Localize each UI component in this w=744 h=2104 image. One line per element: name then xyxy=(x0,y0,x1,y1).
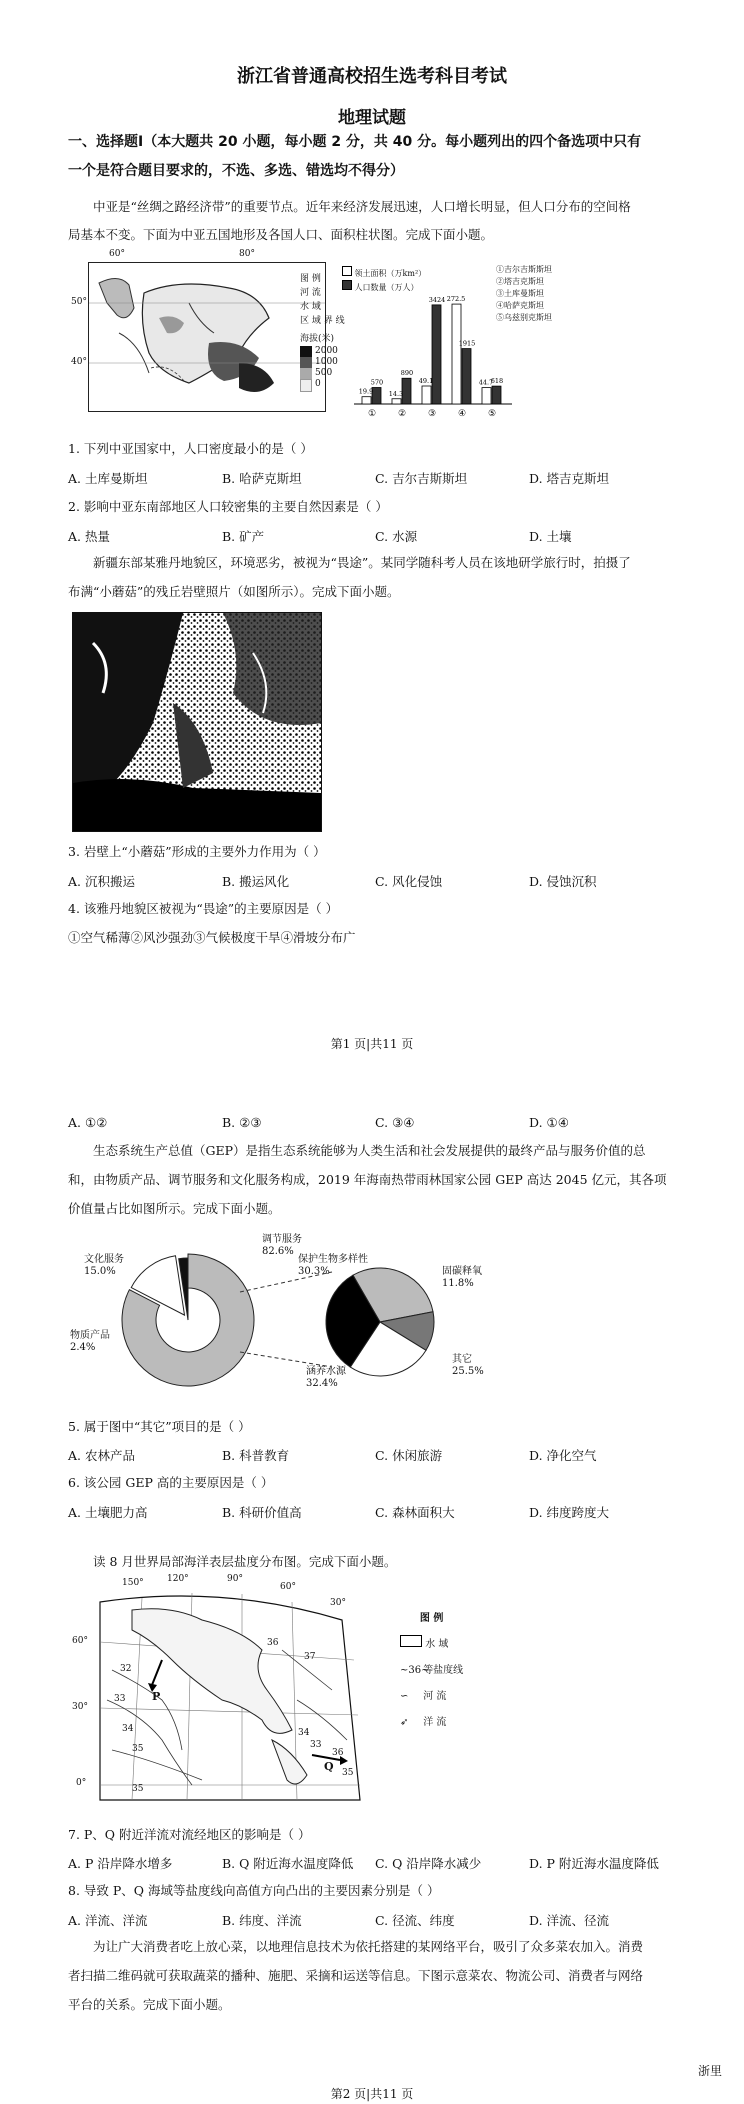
category-tick-label: ③ xyxy=(427,409,437,419)
lon-label: 60° xyxy=(109,249,125,259)
q1-option-c[interactable]: C. 吉尔吉斯斯坦 xyxy=(375,471,468,486)
salinity-legend xyxy=(400,1606,463,1736)
q5-stem: 5. 属于图中“其它”项目的是（ ） xyxy=(68,1419,251,1434)
lon-label: 120° xyxy=(167,1574,189,1584)
q1-option-a[interactable]: A. 土库曼斯坦 xyxy=(68,471,148,486)
q4-items: ①空气稀薄②风沙强劲③气候极度干旱④滑坡分布广 xyxy=(68,930,356,945)
q1-option-b[interactable]: B. 哈萨克斯坦 xyxy=(222,471,302,486)
q2-option-c[interactable]: C. 水源 xyxy=(375,529,418,544)
label-text: 其它 xyxy=(452,1354,472,1365)
bar-area xyxy=(422,386,431,404)
bar-area xyxy=(392,399,401,404)
gep-pie-figure xyxy=(70,1232,490,1392)
category-tick-label: ② xyxy=(397,409,407,419)
label-value: 25.5% xyxy=(452,1366,484,1377)
isohaline-label: 35 xyxy=(132,1784,144,1794)
pie-label-qita xyxy=(452,1354,484,1378)
elev-value: 2000 xyxy=(315,346,338,356)
lat-label: 30° xyxy=(72,1702,88,1712)
isohaline-label: 33 xyxy=(114,1694,126,1704)
legend-row xyxy=(400,1632,463,1658)
q4-option-b[interactable]: B. ②③ xyxy=(222,1115,262,1130)
bar-population xyxy=(402,378,411,404)
pie-label-hanyang xyxy=(306,1366,346,1390)
q2-stem: 2. 影响中亚东南部地区人口较密集的主要自然因素是（ ） xyxy=(68,499,388,514)
isohaline-label: 33 xyxy=(310,1740,322,1750)
bar-population xyxy=(462,349,471,404)
elev-value: 1000 xyxy=(315,357,338,367)
label-value: 15.0% xyxy=(84,1266,116,1277)
lon-label: 30° xyxy=(330,1598,346,1608)
country-legend-item: ④哈萨克斯坦 xyxy=(496,301,544,310)
bar-value-label: 890 xyxy=(400,369,414,378)
q7-option-c[interactable]: C. Q 沿岸降水减少 xyxy=(375,1856,482,1871)
legend-item: 洋 流 xyxy=(423,1717,447,1728)
section-heading-line1: 一、选择题Ⅰ（本大题共 20 小题，每小题 2 分，共 40 分。每小题列出的四个备选项中只有 xyxy=(68,134,642,150)
q8-option-c[interactable]: C. 径流、纬度 xyxy=(375,1913,455,1928)
q2-option-d[interactable]: D. 土壤 xyxy=(529,529,572,544)
lon-label: 60° xyxy=(280,1582,296,1592)
intro1-line2: 局基本不变。下面为中亚五国地形及各国人口、面积柱状图。完成下面小题。 xyxy=(68,227,494,242)
label-text: 固碳释氧 xyxy=(442,1266,482,1277)
q6-stem: 6. 该公园 GEP 高的主要原因是（ ） xyxy=(68,1475,274,1490)
bar-value-label: 44.7 xyxy=(478,378,494,387)
q8-option-b[interactable]: B. 纬度、洋流 xyxy=(222,1913,302,1928)
label-text: 涵养水源 xyxy=(306,1366,346,1377)
label-text: 物质产品 xyxy=(70,1330,110,1341)
q2-option-a[interactable]: A. 热量 xyxy=(68,529,110,544)
q3-option-c[interactable]: C. 风化侵蚀 xyxy=(375,874,443,889)
yardang-photo xyxy=(72,612,322,832)
label-value: 2.4% xyxy=(70,1342,96,1353)
isohaline-label: 32 xyxy=(120,1664,132,1674)
label-text: 文化服务 xyxy=(84,1254,124,1265)
q4-option-c[interactable]: C. ③④ xyxy=(375,1115,415,1130)
elev-label: 海拔(米) xyxy=(300,334,335,344)
q6-option-a[interactable]: A. 土壤肥力高 xyxy=(68,1505,148,1520)
intro3-line2: 和，由物质产品、调节服务和文化服务构成，2019 年海南热带雨林国家公园 GEP 高达 2045 亿元，其各项 xyxy=(68,1172,667,1187)
legend-item: 水 域 xyxy=(300,302,321,312)
bar-value-label: 49.1 xyxy=(418,376,434,385)
isohaline-label: 35 xyxy=(342,1768,354,1778)
lat-label: 50° xyxy=(71,297,87,307)
chart-legend-pop xyxy=(342,280,426,294)
elev-value: 0 xyxy=(315,379,321,389)
page2-footer: 第2 页|共11 页 xyxy=(330,2087,414,2101)
q7-stem: 7. P、Q 附近洋流对流经地区的影响是（ ） xyxy=(68,1827,311,1842)
q7-option-d[interactable]: D. P 附近海水温度降低 xyxy=(529,1856,659,1871)
legend-row: ~36~ 等盐度线 xyxy=(400,1665,464,1676)
country-legend-item: ②塔吉克斯坦 xyxy=(496,277,544,286)
chart-legend-area-label: 领土面积（万km²） xyxy=(354,269,427,278)
category-tick-label: ⑤ xyxy=(487,409,497,419)
section-heading-line2: 一个是符合题目要求的，不选、多选、错选均不得分） xyxy=(68,163,404,179)
bar-value-label: 618 xyxy=(490,377,504,386)
bar-area xyxy=(452,304,461,404)
lon-label: 90° xyxy=(227,1574,243,1584)
chart-legend-area xyxy=(342,266,426,280)
elev-value: 500 xyxy=(315,368,333,378)
legend-title: 图 例 xyxy=(300,274,321,284)
chart-legend xyxy=(342,266,426,294)
q3-option-b[interactable]: B. 搬运风化 xyxy=(222,874,290,889)
q4-option-d[interactable]: D. ①④ xyxy=(529,1115,569,1130)
lat-label: 60° xyxy=(72,1636,88,1646)
q7-option-a[interactable]: A. P 沿岸降水增多 xyxy=(68,1856,173,1871)
bar-value-label: 570 xyxy=(370,378,384,387)
exam-title: 浙江省普通高校招生选考科目考试 xyxy=(237,66,507,87)
connector-line xyxy=(240,1352,332,1367)
q3-stem: 3. 岩壁上“小蘑菇”形成的主要外力作用为（ ） xyxy=(68,844,326,859)
lon-label: 80° xyxy=(239,249,255,259)
legend-title: 图 例 xyxy=(419,1613,444,1624)
isohaline-label: 36 xyxy=(267,1638,279,1648)
bar-value-label: 272.5 xyxy=(446,295,466,304)
q8-option-a[interactable]: A. 洋流、洋流 xyxy=(68,1913,148,1928)
legend-item: 河 流 xyxy=(300,288,321,298)
isohaline-label: 37 xyxy=(304,1652,316,1662)
bar-value-label: 19.9 xyxy=(358,387,374,396)
bar-value-label: 3424 xyxy=(428,295,446,304)
country-legend-item: ⑤乌兹别克斯坦 xyxy=(496,313,552,322)
legend-item: 区 域 界 线 xyxy=(300,316,345,326)
legend-item: 水 域 xyxy=(425,1639,449,1650)
q8-stem: 8. 导致 P、Q 海域等盐度线向高值方向凸出的主要因素分别是（ ） xyxy=(68,1883,440,1898)
intro3-line1: 生态系统生产总值（GEP）是指生态系统能够为人类生活和社会发展提供的最终产品与服务价值的总 xyxy=(93,1143,646,1158)
intro5-line3: 平台的关系。完成下面小题。 xyxy=(68,1997,231,2012)
legend-row: ➶ 洋 流 xyxy=(400,1717,447,1728)
pie-label-tiaojie xyxy=(262,1234,302,1258)
q2-option-b[interactable]: B. 矿产 xyxy=(222,529,265,544)
label-text: 保护生物多样性 xyxy=(298,1254,368,1265)
point-p: P xyxy=(152,1690,161,1703)
chart-legend-pop-label: 人口数量（万人） xyxy=(354,283,419,292)
q4-stem: 4. 该雅丹地貌区被视为“畏途”的主要原因是（ ） xyxy=(68,901,339,916)
exam-subtitle: 地理试题 xyxy=(338,108,406,128)
label-value: 11.8% xyxy=(442,1278,474,1289)
label-value: 30.3% xyxy=(298,1266,330,1277)
page1-footer: 第1 页|共11 页 xyxy=(330,1037,414,1051)
country-legend xyxy=(496,264,552,324)
lat-label: 40° xyxy=(71,357,87,367)
legend-item: 河 流 xyxy=(423,1691,447,1702)
pie-label-wuzhi xyxy=(70,1330,110,1354)
q7-option-b[interactable]: B. Q 附近海水温度降低 xyxy=(222,1856,354,1871)
bar-value-label: 1915 xyxy=(458,339,476,348)
q6-option-c[interactable]: C. 森林面积大 xyxy=(375,1505,455,1520)
intro4: 读 8 月世界局部海洋表层盐度分布图。完成下面小题。 xyxy=(93,1554,397,1569)
q8-option-d[interactable]: D. 洋流、径流 xyxy=(529,1913,610,1928)
label-value: 82.6% xyxy=(262,1246,294,1257)
population-area-chart xyxy=(338,264,578,424)
q5-option-b[interactable]: B. 科普教育 xyxy=(222,1448,290,1463)
q3-option-a[interactable]: A. 沉积搬运 xyxy=(68,874,135,889)
bar-population xyxy=(492,386,501,404)
q5-option-c[interactable]: C. 休闲旅游 xyxy=(375,1448,443,1463)
q4-option-a[interactable]: A. ①② xyxy=(68,1115,108,1130)
lon-label: 150° xyxy=(122,1578,144,1588)
q5-option-a[interactable]: A. 农林产品 xyxy=(68,1448,135,1463)
intro5-line1: 为让广大消费者吃上放心菜，以地理信息技术为依托搭建的某网络平台，吸引了众多菜农加入。消费 xyxy=(93,1939,644,1954)
bar-population xyxy=(372,388,381,405)
bar-population xyxy=(432,305,441,404)
country-legend-item: ③土库曼斯坦 xyxy=(496,289,544,298)
central-asia-map xyxy=(71,249,326,412)
label-text: 调节服务 xyxy=(262,1234,302,1245)
q1-stem: 1. 下列中亚国家中，人口密度最小的是（ ） xyxy=(68,441,313,456)
salinity-map xyxy=(72,1574,362,1808)
point-q: Q xyxy=(324,1760,334,1773)
intro2-line1: 新疆东部某雅丹地貌区，环境恶劣，被视为“畏途”。某同学随科考人员在该地研学旅行时，拍摄了 xyxy=(93,555,631,570)
isohaline-label: 34 xyxy=(298,1728,310,1738)
lat-label: 0° xyxy=(76,1778,87,1788)
pie-label-baohu xyxy=(298,1254,368,1278)
pie-label-guotan xyxy=(442,1266,482,1290)
bar-area xyxy=(482,388,491,404)
country-legend-item: ①吉尔吉斯斯坦 xyxy=(496,265,552,274)
legend-item: 等盐度线 xyxy=(423,1665,464,1676)
q5-option-d[interactable]: D. 净化空气 xyxy=(529,1448,597,1463)
category-tick-label: ① xyxy=(367,409,377,419)
category-tick-label: ④ xyxy=(457,409,467,419)
pie-label-wenhua xyxy=(84,1254,124,1278)
isohaline-label: 34 xyxy=(122,1724,134,1734)
q1-option-d[interactable]: D. 塔吉克斯坦 xyxy=(529,471,610,486)
legend-row: ∽ 河 流 xyxy=(400,1691,447,1702)
isohaline-label: 36 xyxy=(332,1748,344,1758)
q6-option-d[interactable]: D. 纬度跨度大 xyxy=(529,1505,610,1520)
isohaline-label: 35 xyxy=(132,1744,144,1754)
intro3-line3: 价值量占比如图所示。完成下面小题。 xyxy=(68,1201,281,1216)
intro5-line2: 者扫描二维码就可获取蔬菜的播种、施肥、采摘和运送等信息。下图示意菜农、物流公司、消费者与网络 xyxy=(68,1968,644,1983)
side-text: 浙里 xyxy=(698,2064,723,2078)
intro1-line1: 中亚是“丝绸之路经济带”的重要节点。近年来经济发展迅速，人口增长明显，但人口分布的空间格 xyxy=(93,199,631,214)
intro2-line2: 布满“小蘑菇”的残丘岩壁照片（如图所示）。完成下面小题。 xyxy=(68,584,400,599)
bar-value-label: 14.3 xyxy=(388,389,404,398)
label-value: 32.4% xyxy=(306,1378,338,1389)
q6-option-b[interactable]: B. 科研价值高 xyxy=(222,1505,302,1520)
bar-area xyxy=(362,397,371,404)
q3-option-d[interactable]: D. 侵蚀沉积 xyxy=(529,874,597,889)
